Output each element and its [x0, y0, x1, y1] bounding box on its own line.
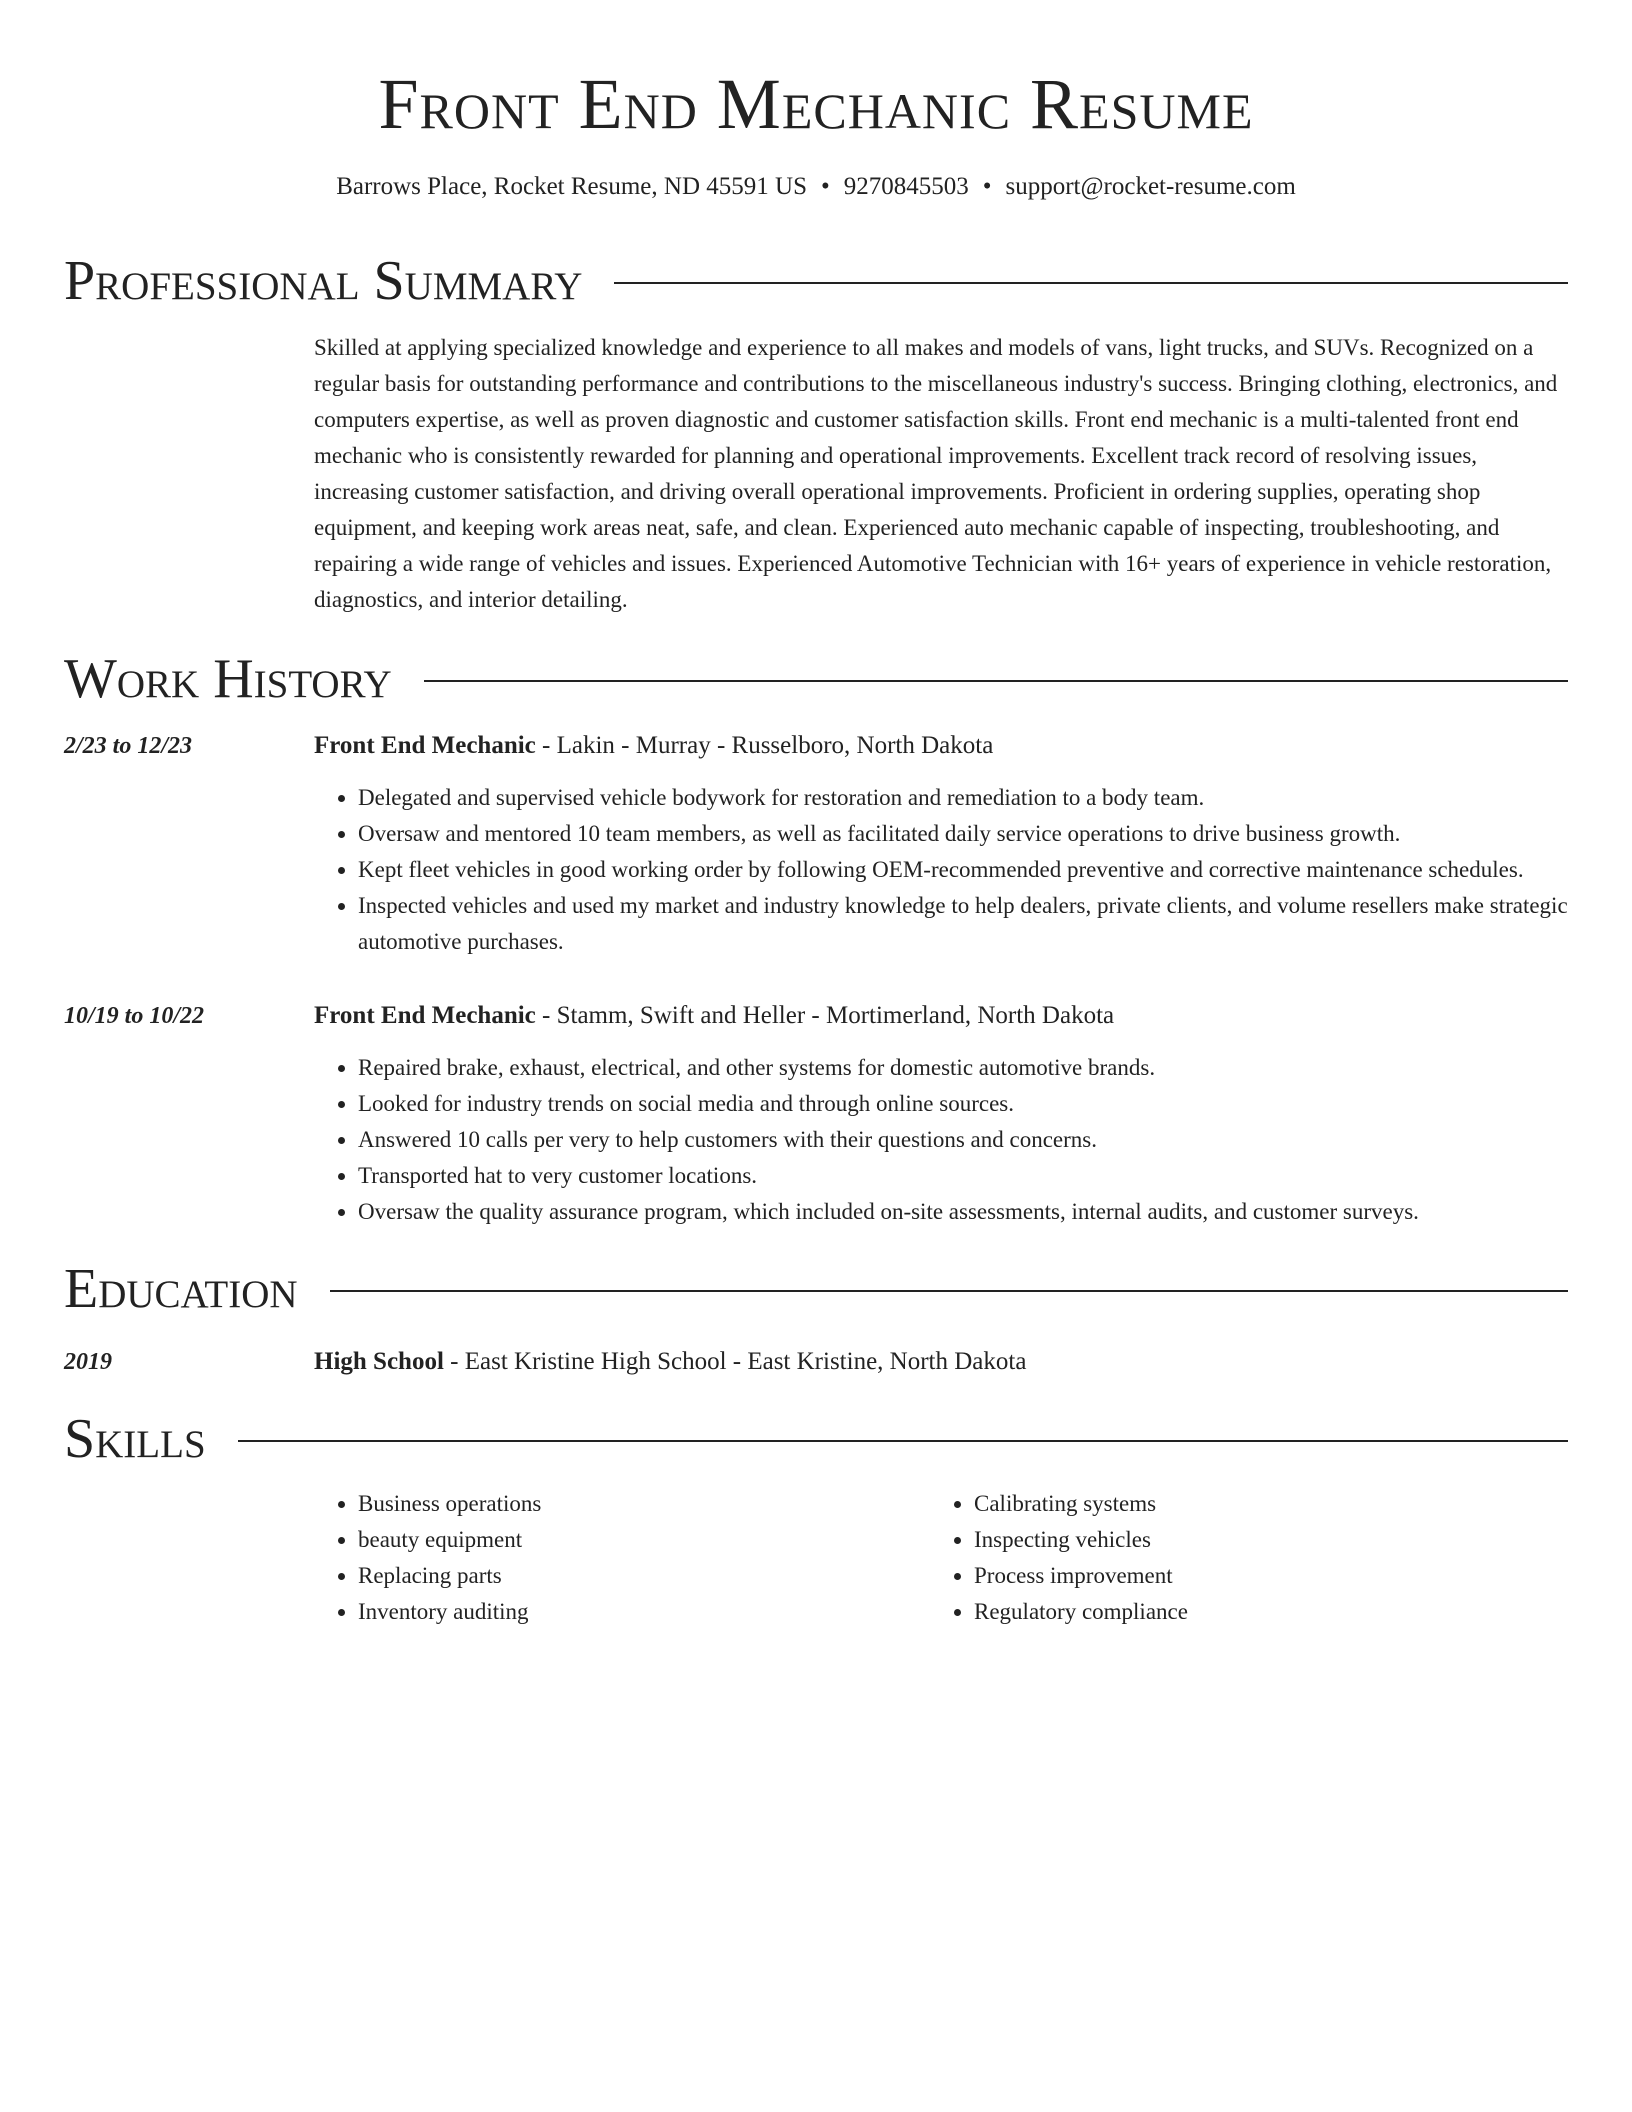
section-divider: [238, 1440, 1568, 1442]
section-header-skills: [64, 1406, 1568, 1472]
list-item: • Delegated and supervised vehicle bodywork for restoration and remediation to a body team.: [358, 780, 1568, 816]
contact-email: support@rocket-resume.com: [1005, 173, 1296, 200]
skills-column-right: [930, 1486, 1546, 1630]
list-item: • Process improvement: [974, 1558, 1546, 1594]
job-body: [314, 728, 1568, 960]
job-bullets: [314, 1050, 1568, 1230]
job-heading: [314, 998, 1568, 1034]
list-item: • Replacing parts: [358, 1558, 930, 1594]
list-item: • Kept fleet vehicles in good working order by following OEM-recommended preventive and corrective maintenance schedules.: [358, 852, 1568, 888]
education-details: - East Kristine High School - East Kristine, North Dakota: [443, 1348, 1027, 1375]
education-degree: High School: [314, 1348, 444, 1375]
job-dates: 10/19 to 10/22: [64, 1003, 205, 1029]
page-title: Front End Mechanic Resume: [378, 64, 1254, 144]
job-heading: [314, 728, 1568, 764]
list-item: • Repaired brake, exhaust, electrical, and other systems for domestic automotive brands.: [358, 1050, 1568, 1086]
section-divider: [330, 1290, 1568, 1292]
education-year: 2019: [64, 1349, 112, 1375]
section-header-education: [64, 1256, 1568, 1322]
list-item: • Regulatory compliance: [974, 1594, 1546, 1630]
education-heading: [314, 1344, 1568, 1380]
section-title-summary: Professional Summary: [64, 250, 583, 312]
summary-text: Skilled at applying specialized knowledge and experience to all makes and models of vans, light trucks, and SUVs. Recognized on a regular basis for outstanding performance and contributions to the miscellaneous industry's success. Bringing clothing, electronics, and computers expertise, as well as proven diagnostic and customer satisfaction skills. Front end mechanic is a multi-talented front end mechanic who is consistently rewarded for planning and operational improvements. Excellent track record of resolving issues, increasing customer satisfaction, and driving overall operational improvements. Proficient in ordering supplies, operating shop equipment, and keeping work areas neat, safe, and clean. Experienced auto mechanic capable of inspecting, troubleshooting, and repairing a wide range of vehicles and issues. Experienced Automotive Technician with 16+ years of experience in vehicle restoration, diagnostics, and interior detailing.: [314, 335, 1558, 612]
list-item: • Inventory auditing: [358, 1594, 930, 1630]
list-item: • Oversaw the quality assurance program, which included on-site assessments, internal audits, and customer surveys.: [358, 1194, 1568, 1230]
list-item: • Oversaw and mentored 10 team members, as well as facilitated daily service operations to drive business growth.: [358, 816, 1568, 852]
list-item: • Looked for industry trends on social media and through online sources.: [358, 1086, 1568, 1122]
contact-separator: •: [982, 173, 992, 200]
job-entry: [64, 998, 1568, 1230]
resume-page: [64, 0, 1568, 1630]
list-item: • Transported hat to very customer locations.: [358, 1158, 1568, 1194]
job-dates: 2/23 to 12/23: [64, 733, 193, 759]
section-divider: [614, 282, 1568, 284]
list-item: • Calibrating systems: [974, 1486, 1546, 1522]
contact-line: [64, 170, 1568, 204]
job-title: Front End Mechanic: [314, 1002, 536, 1029]
job-details: - Stamm, Swift and Heller - Mortimerland, North Dakota: [535, 1002, 1115, 1029]
contact-phone: 9270845503: [843, 173, 969, 200]
section-divider: [424, 680, 1568, 682]
contact-separator: •: [820, 173, 830, 200]
list-item: • Inspecting vehicles: [974, 1522, 1546, 1558]
contact-address: Barrows Place, Rocket Resume, ND 45591 US: [336, 173, 807, 200]
job-bullets: [314, 780, 1568, 960]
section-header-work-history: [64, 646, 1568, 712]
skills-list: [314, 1486, 1568, 1630]
section-title-education: Education: [64, 1258, 298, 1320]
section-title-skills: Skills: [64, 1408, 206, 1470]
job-details: - Lakin - Murray - Russelboro, North Dakota: [535, 732, 994, 759]
education-body: [314, 1344, 1568, 1380]
skills-column-left: [314, 1486, 930, 1630]
section-header-summary: [64, 248, 1568, 314]
job-title: Front End Mechanic: [314, 732, 536, 759]
section-title-work-history: Work History: [64, 648, 392, 710]
list-item: • Business operations: [358, 1486, 930, 1522]
list-item: • Answered 10 calls per very to help customers with their questions and concerns.: [358, 1122, 1568, 1158]
education-entry: [64, 1344, 1568, 1380]
list-item: • beauty equipment: [358, 1522, 930, 1558]
job-entry: [64, 728, 1568, 960]
job-body: [314, 998, 1568, 1230]
list-item: • Inspected vehicles and used my market and industry knowledge to help dealers, private clients, and volume resellers make strategic automotive purchases.: [358, 888, 1568, 960]
